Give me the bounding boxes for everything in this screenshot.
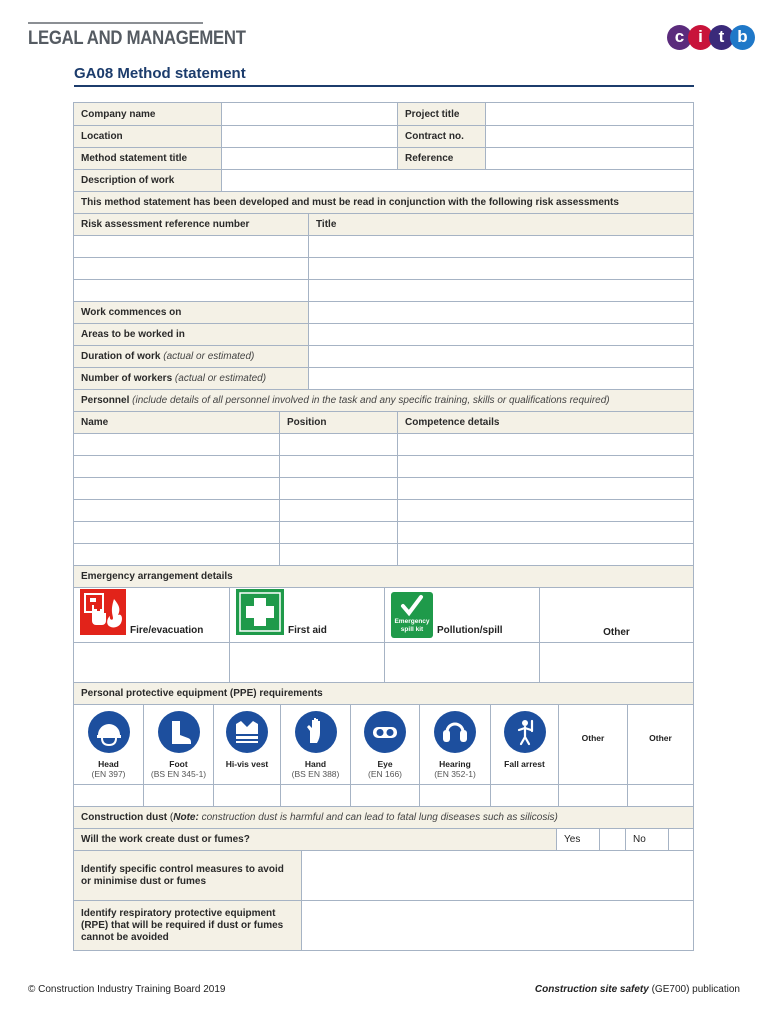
position-field[interactable] <box>279 522 397 543</box>
contract-no-label: Contract no. <box>397 126 485 147</box>
ppe-foot-check[interactable] <box>143 785 213 806</box>
table-row <box>74 235 693 257</box>
form-row <box>74 345 693 367</box>
dust-note: construction dust is harmful and can lead to fatal lung diseases such as silicosis) <box>201 812 558 823</box>
personnel-note: (include details of all personnel involved in the task and any specific training, skills or qualifications required) <box>132 395 610 406</box>
helmet-icon <box>88 711 130 753</box>
ppe-fall-arrest <box>490 705 558 784</box>
name-field[interactable] <box>74 456 279 477</box>
no-checkbox[interactable] <box>668 829 693 850</box>
ppe-hand-check[interactable] <box>280 785 350 806</box>
ra-title-header: Title <box>308 214 693 235</box>
form-row <box>74 682 693 704</box>
table-row <box>74 455 693 477</box>
company-name-label: Company name <box>74 103 221 125</box>
commences-label: Work commences on <box>74 302 308 323</box>
project-title-label: Project title <box>397 103 485 125</box>
fire-alarm-icon <box>80 589 126 638</box>
dust-note-label: Note: <box>173 812 199 823</box>
ra-ref-header: Risk assessment reference number <box>74 214 308 235</box>
contract-no-field[interactable] <box>485 126 693 147</box>
ra-title-field[interactable] <box>308 236 693 257</box>
ra-ref-field[interactable] <box>74 258 308 279</box>
competence-field[interactable] <box>397 522 693 543</box>
workers-note: (actual or estimated) <box>174 373 267 384</box>
emergency-other <box>539 588 693 642</box>
form-row <box>74 389 693 411</box>
personnel-text: Personnel <box>81 395 130 406</box>
spill-details-field[interactable] <box>384 643 539 682</box>
goggles-icon <box>364 711 406 753</box>
ppe-hearing-standard: (EN 352-1) <box>434 769 476 779</box>
commences-field[interactable] <box>308 302 693 323</box>
areas-label: Areas to be worked in <box>74 324 308 345</box>
ppe-hivis-label: Hi-vis vest <box>225 759 269 769</box>
ppe-hearing-label: Hearing <box>439 759 471 769</box>
ra-ref-field[interactable] <box>74 280 308 301</box>
name-field[interactable] <box>74 434 279 455</box>
rpe-field[interactable] <box>301 901 693 950</box>
spill-kit-icon <box>391 592 433 638</box>
ppe-hand-standard: (BS EN 388) <box>291 769 340 779</box>
table-row <box>74 477 693 499</box>
reference-label: Reference <box>397 148 485 169</box>
title-rule <box>74 85 694 87</box>
table-row <box>74 521 693 543</box>
form-row <box>74 850 693 900</box>
form-row <box>74 301 693 323</box>
harness-icon <box>504 711 546 753</box>
workers-field[interactable] <box>308 368 693 389</box>
emergency-first-aid <box>229 588 384 642</box>
ppe-tick-row <box>74 784 693 806</box>
ppe-hearing-check[interactable] <box>419 785 490 806</box>
table-row <box>74 499 693 521</box>
copyright: © Construction Industry Training Board 2019 <box>28 984 226 995</box>
ppe-hand <box>280 705 350 784</box>
ppe-other-1-label: Other <box>581 733 605 743</box>
vest-icon <box>226 711 268 753</box>
ppe-head-label: Head <box>98 759 119 769</box>
competence-field[interactable] <box>397 456 693 477</box>
ppe-hivis <box>213 705 280 784</box>
control-measures-field[interactable] <box>301 851 693 900</box>
company-name-field[interactable] <box>221 103 397 125</box>
citb-logo <box>667 25 755 51</box>
form-row <box>74 191 693 213</box>
first-aid-label: First aid <box>288 625 327 636</box>
logo-letter-c: c <box>667 25 692 50</box>
form-row <box>74 565 693 587</box>
emergency-other-label: Other <box>603 627 630 638</box>
workers-text: Number of workers <box>81 373 173 384</box>
areas-field[interactable] <box>308 324 693 345</box>
name-field[interactable] <box>74 544 279 565</box>
location-field[interactable] <box>221 126 397 147</box>
section-header <box>28 22 246 50</box>
logo-letter-b: b <box>730 25 755 50</box>
position-header: Position <box>279 412 397 433</box>
ppe-fall-arrest-check[interactable] <box>490 785 558 806</box>
ppe-head-check[interactable] <box>74 785 143 806</box>
position-field[interactable] <box>279 456 397 477</box>
ppe-icons-row <box>74 704 693 784</box>
rpe-label: Identify respiratory protective equipment (RPE) that will be required if dust or fumes cannot be avoided <box>74 901 301 950</box>
glove-icon <box>295 711 337 753</box>
form-row <box>74 147 693 169</box>
ppe-head <box>74 705 143 784</box>
ppe-eye <box>350 705 419 784</box>
location-label: Location <box>74 126 221 147</box>
duration-text: Duration of work <box>81 351 161 362</box>
project-title-field[interactable] <box>485 103 693 125</box>
ppe-other-1-check[interactable] <box>558 785 627 806</box>
ra-ref-field[interactable] <box>74 236 308 257</box>
section-title: LEGAL AND MANAGEMENT <box>28 28 246 49</box>
name-field[interactable] <box>74 522 279 543</box>
ppe-foot-label: Foot <box>169 759 188 769</box>
form-row <box>74 125 693 147</box>
ppe-eye-check[interactable] <box>350 785 419 806</box>
conjunction-note: This method statement has been developed and must be read in conjunction with the following risk assessments <box>74 192 693 213</box>
emergency-details-row <box>74 642 693 682</box>
boot-icon <box>158 711 200 753</box>
fire-evacuation-label: Fire/evacuation <box>130 625 204 636</box>
ppe-eye-standard: (EN 166) <box>367 769 402 779</box>
form-row <box>74 169 693 191</box>
description-label: Description of work <box>74 170 221 191</box>
table-row <box>74 257 693 279</box>
method-statement-form <box>73 102 694 951</box>
ra-title-field[interactable] <box>308 280 693 301</box>
ppe-hearing <box>419 705 490 784</box>
duration-field[interactable] <box>308 346 693 367</box>
form-row <box>74 213 693 235</box>
form-row <box>74 828 693 850</box>
position-field[interactable] <box>279 478 397 499</box>
position-field[interactable] <box>279 434 397 455</box>
logo-letter-t: t <box>709 25 734 50</box>
duration-note: (actual or estimated) <box>163 351 255 362</box>
first-aid-icon <box>236 589 284 638</box>
competence-header: Competence details <box>397 412 693 433</box>
table-row <box>74 543 693 565</box>
ppe-head-standard: (EN 397) <box>91 769 126 779</box>
fire-details-field[interactable] <box>74 643 229 682</box>
form-row <box>74 367 693 389</box>
reference-field[interactable] <box>485 148 693 169</box>
dust-heading: Construction dust ( Note: construction dust is harmful and can lead to fatal lung diseases such as silicosis) <box>74 807 693 828</box>
other-details-field[interactable] <box>539 643 693 682</box>
form-row <box>74 900 693 950</box>
workers-label <box>74 368 308 389</box>
position-field[interactable] <box>279 544 397 565</box>
ms-title-label: Method statement title <box>74 148 221 169</box>
emergency-heading: Emergency arrangement details <box>74 566 693 587</box>
ppe-hand-label: Hand <box>304 759 327 769</box>
competence-field[interactable] <box>397 500 693 521</box>
personnel-heading <box>74 390 693 411</box>
table-row <box>74 433 693 455</box>
first-aid-details-field[interactable] <box>229 643 384 682</box>
form-row <box>74 323 693 345</box>
ppe-foot-standard: (BS EN 345-1) <box>150 769 207 779</box>
name-field[interactable] <box>74 500 279 521</box>
competence-field[interactable] <box>397 544 693 565</box>
dust-heading-text: Construction dust <box>81 812 168 823</box>
yes-checkbox[interactable] <box>599 829 625 850</box>
no-label: No <box>625 829 668 850</box>
name-field[interactable] <box>74 478 279 499</box>
ear-defender-icon <box>434 711 476 753</box>
ra-title-field[interactable] <box>308 258 693 279</box>
name-header: Name <box>74 412 279 433</box>
logo-letter-i: i <box>688 25 713 50</box>
emergency-fire <box>74 588 229 642</box>
ms-title-field[interactable] <box>221 148 397 169</box>
publication-rest: (GE700) publication <box>648 984 740 995</box>
page-title: GA08 Method statement <box>74 65 246 82</box>
publication-note <box>535 984 740 995</box>
ppe-hivis-check[interactable] <box>213 785 280 806</box>
spill-kit-sign-text: Emergency spill kit <box>394 618 430 633</box>
form-row <box>74 103 693 125</box>
emergency-icons-row <box>74 587 693 642</box>
ppe-other-1 <box>558 705 627 784</box>
form-row <box>74 806 693 828</box>
control-measures-label: Identify specific control measures to avoid or minimise dust or fumes <box>74 851 301 900</box>
competence-field[interactable] <box>397 434 693 455</box>
ppe-heading: Personal protective equipment (PPE) requirements <box>74 683 693 704</box>
ppe-fall-arrest-label: Fall arrest <box>504 759 545 769</box>
header-rule <box>28 22 203 24</box>
description-field[interactable] <box>221 170 693 191</box>
competence-field[interactable] <box>397 478 693 499</box>
yes-label: Yes <box>556 829 599 850</box>
ppe-eye-label: Eye <box>377 759 393 769</box>
table-row <box>74 279 693 301</box>
publication-title: Construction site safety <box>534 984 649 995</box>
form-row <box>74 411 693 433</box>
dust-question: Will the work create dust or fumes? <box>74 829 556 850</box>
ppe-foot <box>143 705 213 784</box>
ppe-other-2-check[interactable] <box>627 785 693 806</box>
position-field[interactable] <box>279 500 397 521</box>
pollution-spill-label: Pollution/spill <box>437 625 503 636</box>
duration-label <box>74 346 308 367</box>
ppe-other-2 <box>627 705 693 784</box>
emergency-spill <box>384 588 539 642</box>
ppe-other-2-label: Other <box>649 733 672 743</box>
